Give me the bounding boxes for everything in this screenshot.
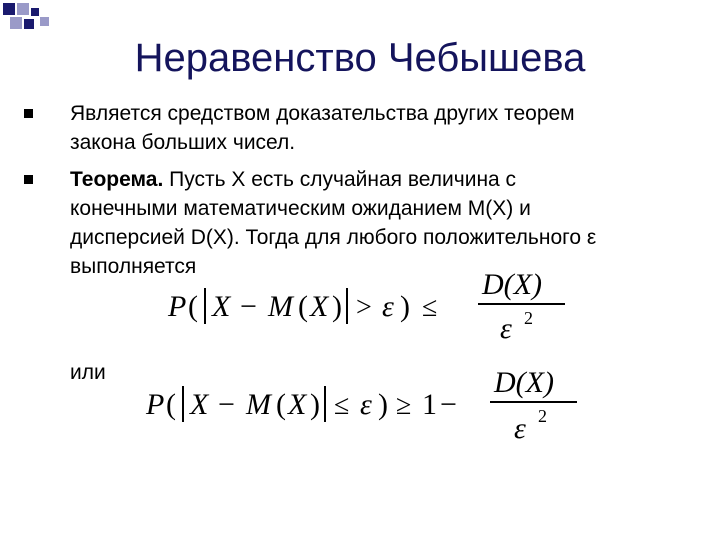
symbol-epsilon: ε xyxy=(382,290,394,323)
text-line: конечными математическим ожиданием M(X) и xyxy=(70,197,531,220)
bullet-marker xyxy=(24,175,33,184)
formula-1-svg xyxy=(160,262,580,342)
denominator-power: 2 xyxy=(538,406,547,426)
symbol-P: P xyxy=(168,290,187,323)
text-line: Является средством доказательства других теорем xyxy=(70,102,575,125)
symbol-minus: − xyxy=(218,388,235,421)
symbol-M: M xyxy=(246,388,271,421)
connector-text: или xyxy=(70,361,106,384)
text-fragment: Пусть X есть случайная величина с xyxy=(163,168,517,191)
symbol-paren-close: ) xyxy=(332,290,342,323)
text-line: закона больших чисел. xyxy=(70,131,296,154)
symbol-minus: − xyxy=(440,388,457,421)
symbol-paren-open: ( xyxy=(298,290,308,323)
symbol-le: ≤ xyxy=(422,292,438,323)
symbol-paren-open: ( xyxy=(276,388,286,421)
deco-square xyxy=(31,8,39,16)
deco-square xyxy=(40,17,49,26)
theorem-label: Теорема. xyxy=(70,168,164,191)
slide-title: Неравенство Чебышева xyxy=(134,36,586,80)
symbol-minus: − xyxy=(240,290,257,323)
symbol-X: X xyxy=(190,388,209,421)
text-line xyxy=(70,165,596,194)
symbol-paren-close: ) xyxy=(310,388,320,421)
text-line: выполняется xyxy=(70,255,197,278)
fraction-numerator: D(X) xyxy=(494,366,554,399)
symbol-gt: > xyxy=(356,292,372,323)
symbol-X: X xyxy=(310,290,329,323)
symbol-one: 1 xyxy=(422,388,437,421)
denominator-power: 2 xyxy=(524,308,533,328)
text-line: дисперсией D(X). Тогда для любого положительного ε xyxy=(70,226,597,249)
deco-square xyxy=(3,3,15,15)
deco-square xyxy=(24,19,34,29)
fraction-numerator: D(X) xyxy=(482,268,542,301)
symbol-lparen: ( xyxy=(166,388,176,421)
symbol-X: X xyxy=(288,388,307,421)
bullet-marker xyxy=(24,109,33,118)
symbol-P: P xyxy=(146,388,165,421)
symbol-rparen: ) xyxy=(400,290,410,323)
denominator-epsilon: ε xyxy=(514,412,526,445)
formula-2-svg xyxy=(140,362,590,446)
symbol-epsilon: ε xyxy=(360,388,372,421)
symbol-lparen: ( xyxy=(188,290,198,323)
symbol-rparen: ) xyxy=(378,388,388,421)
deco-square xyxy=(10,17,22,29)
chebyshev-formula-2 xyxy=(140,362,590,446)
deco-square xyxy=(17,3,29,15)
symbol-le: ≤ xyxy=(334,390,350,421)
corner-decoration xyxy=(0,0,60,40)
denominator-epsilon: ε xyxy=(500,312,512,342)
chebyshev-formula-1 xyxy=(160,262,580,342)
symbol-ge: ≥ xyxy=(396,390,412,421)
symbol-X: X xyxy=(212,290,231,323)
symbol-M: M xyxy=(268,290,293,323)
bullet-text xyxy=(70,99,575,157)
